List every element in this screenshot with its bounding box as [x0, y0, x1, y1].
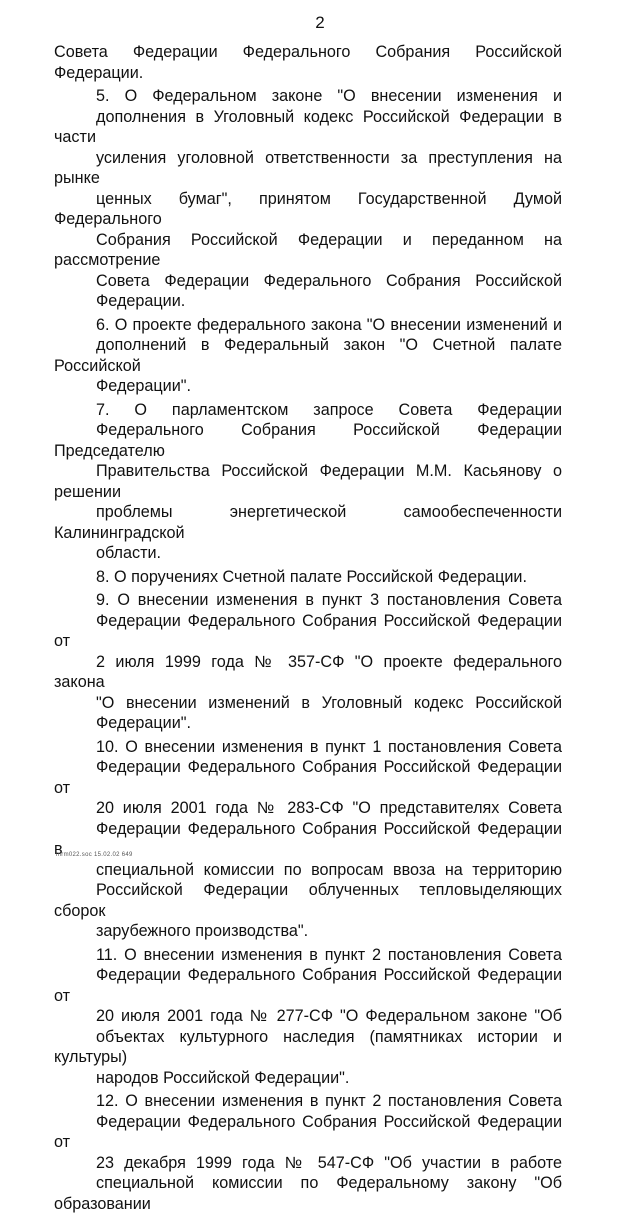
text-line: 11. О внесении изменения в пункт 2 постановления Совета: [96, 945, 562, 964]
paragraph: [54, 315, 562, 397]
text-line: Российской Федерации облученных тепловыделяющих сборок: [54, 881, 562, 920]
text-line: усиления уголовной ответственности за преступления на рынке: [54, 148, 562, 187]
text-line: Собрания Российской Федерации и переданном на рассмотрение: [54, 230, 562, 269]
text-line: 5. О Федеральном законе "О внесении изменения и: [96, 87, 562, 105]
text-line: дополнения в Уголовный кодекс Российской Федерации в части: [54, 107, 562, 146]
paragraph: [54, 86, 562, 312]
paragraph: [54, 590, 562, 734]
text-line: 7. О парламентском запросе Совета Федерации: [96, 400, 562, 419]
text-line: 10. О внесении изменения в пункт 1 постановления Совета: [96, 737, 562, 756]
text-line: зарубежного производства".: [96, 922, 309, 940]
text-line: 9. О внесении изменения в пункт 3 постановления Совета: [96, 591, 562, 609]
text-line: Федерации Федерального Собрания Российской Федерации от: [54, 611, 562, 650]
text-line: специальной комиссии по вопросам ввоза на территорию: [96, 860, 562, 879]
page-number: 2: [315, 13, 325, 32]
text-line: Правительства Российской Федерации М.М. Касьянову о решении: [54, 462, 562, 501]
text-line: народов Российской Федерации".: [96, 1068, 350, 1087]
text-line: Федерации.: [54, 63, 144, 82]
document-body: [54, 42, 562, 1217]
text-line: Федерации".: [96, 377, 192, 395]
paragraph: [54, 737, 562, 942]
text-line: Федерации".: [96, 714, 192, 732]
text-line: Федерации Федерального Собрания Российской Федерации от: [54, 1112, 562, 1151]
paragraph: [54, 1091, 562, 1214]
text-line: Федерации.: [96, 292, 186, 310]
text-line: 12. О внесении изменения в пункт 2 постановления Совета: [96, 1092, 562, 1110]
text-line: 20 июля 2001 года № 277-СФ "О Федеральном законе "Об: [96, 1007, 562, 1025]
paragraph: [54, 400, 562, 564]
text-line: 8. О поручениях Счетной палате Российской Федерации.: [96, 567, 527, 586]
text-line: ценных бумаг", принятом Государственной Думой Федерального: [54, 189, 562, 228]
text-line: "О внесении изменений в Уголовный кодекс Российской: [96, 693, 562, 712]
text-line: 23 декабря 1999 года № 547-СФ "Об участии в работе: [96, 1153, 562, 1172]
text-line: объектах культурного наследия (памятниках истории и культуры): [54, 1027, 562, 1066]
text-line: области.: [96, 544, 162, 562]
text-line: Совета Федерации Федерального Собрания Российской: [96, 271, 562, 290]
text-line: Федерации Федерального Собрания Российской Федерации в: [54, 819, 562, 858]
paragraph: [54, 42, 562, 83]
text-line: дополнений в Федеральный закон "О Счетной палате Российской: [54, 336, 562, 375]
text-line: Федерации Федерального Собрания Российской Федерации от: [54, 758, 562, 797]
footer-file-info: mrm022.soc 15.02.02 649: [56, 852, 133, 858]
paragraph: [54, 945, 562, 1089]
text-line: Совета Федерации Федерального Собрания Российской: [54, 43, 562, 61]
paragraph: [54, 567, 562, 588]
text-line: проблемы энергетической самообеспеченности Калининградской: [54, 503, 562, 542]
text-line: 20 июля 2001 года № 283-СФ "О представителях Совета: [96, 799, 562, 817]
text-line: Федерации Федерального Собрания Российской Федерации от: [54, 966, 562, 1005]
text-line: специальной комиссии по Федеральному закону "Об образовании: [54, 1174, 562, 1213]
text-line: 6. О проекте федерального закона "О внесении изменений и: [96, 315, 562, 334]
text-line: Федерального Собрания Российской Федерации Председателю: [54, 421, 562, 460]
text-line: 2 июля 1999 года № 357-СФ "О проекте федерального закона: [54, 652, 562, 691]
